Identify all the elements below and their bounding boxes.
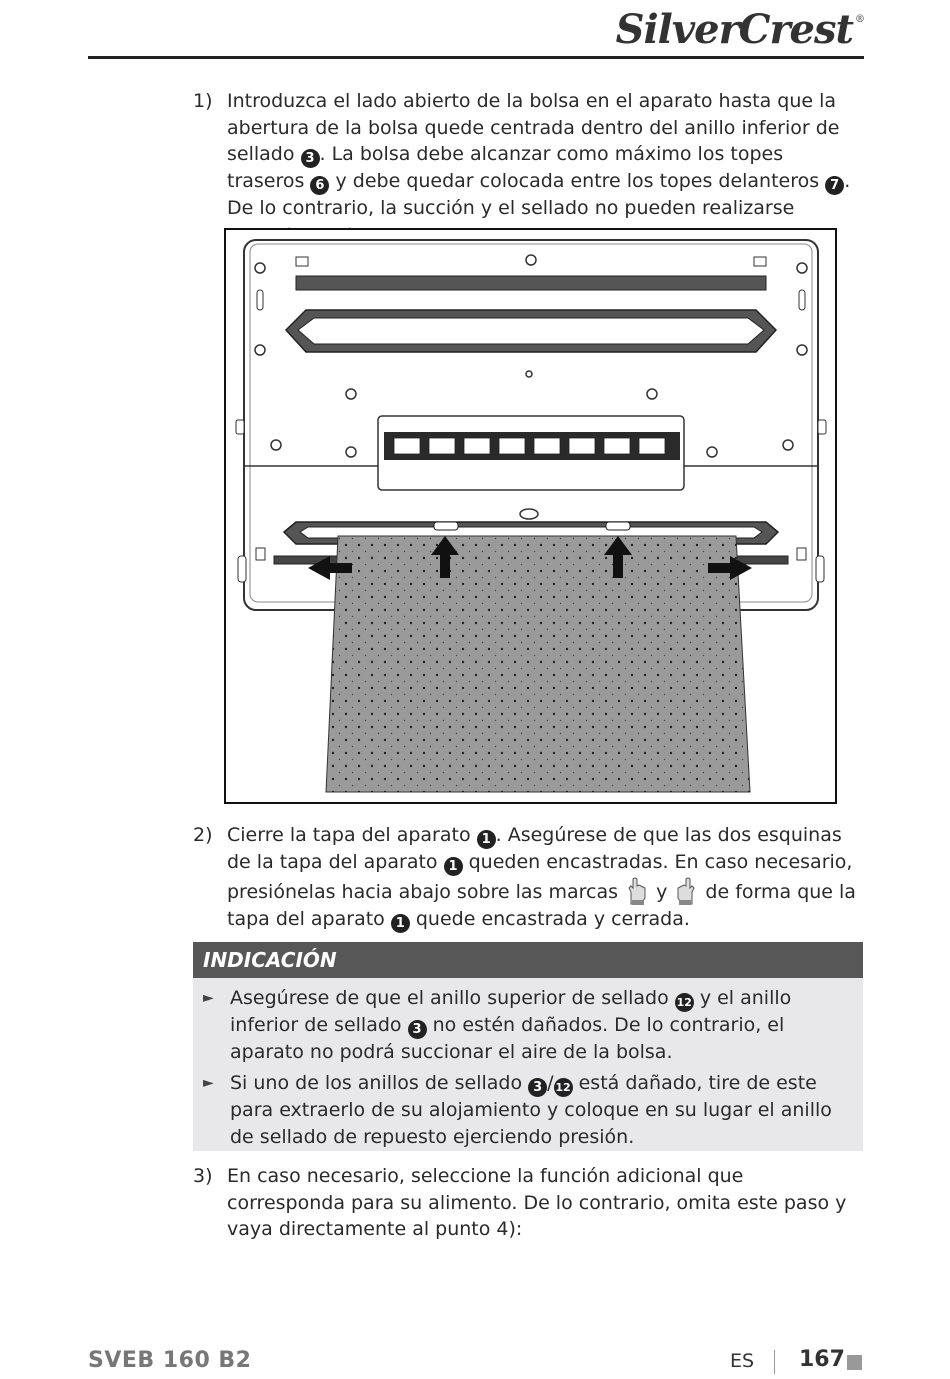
bullet-arrow-icon: ►: [203, 990, 214, 1006]
hand-press-right-icon: [673, 876, 699, 906]
footer-language: ES: [730, 1350, 755, 1372]
ref-badge: 1: [477, 830, 496, 849]
step-number: 3): [193, 1165, 213, 1187]
footer-model: SVEB 160 B2: [88, 1348, 252, 1373]
note-bullet: ► Asegúrese de que el anillo superior de sellado 12 y el anillo inferior de sellado 3 no estén dañados. De lo contrario, el aparato no podrá succionar el aire de la bolsa.: [203, 987, 792, 1063]
ref-badge: 6: [310, 176, 329, 195]
brand-logo: SilverCrest ®: [615, 6, 864, 53]
ref-badge: 3: [528, 1078, 547, 1097]
ref-badge: 7: [825, 176, 844, 195]
step-2: [193, 822, 865, 933]
device-illustration: [224, 228, 837, 804]
step-1: [193, 88, 865, 248]
step-number: 1): [193, 90, 213, 112]
ref-badge: 12: [675, 993, 694, 1012]
ref-badge: 1: [391, 914, 410, 933]
page-number: 167: [799, 1347, 845, 1372]
hand-press-left-icon: [624, 876, 650, 906]
note-heading: INDICACIÓN: [193, 942, 863, 978]
note-bullet: ► Si uno de los anillos de sellado 3 / 12 está dañado, tire de este para extraerlo de su alojamiento y coloque en su lugar el anillo de sellado de repuesto ejerciendo presión.: [203, 1072, 832, 1148]
vacuum-sealer-diagram: [226, 230, 835, 802]
ref-badge: 3: [301, 149, 320, 168]
note-body: [193, 978, 863, 1151]
step-text: Introduzca el lado abierto de la bolsa en el aparato hasta que la abertura de la bolsa quede centrada dentro del anillo inferior de sellado 3 . La bolsa debe alcanzar como máximo los topes traseros 6 y debe quedar colocada entre los topes delanteros 7 . De lo contrario, la succión y el sellado no pueden realizarse: [227, 90, 851, 219]
step-number: 2): [193, 824, 213, 846]
bullet-arrow-icon: ►: [203, 1075, 214, 1091]
ref-badge: 12: [554, 1078, 573, 1097]
ref-badge: 1: [444, 857, 463, 876]
header-rule: [88, 56, 864, 59]
footer-square-icon: [847, 1355, 862, 1370]
step-text: En caso necesario, seleccione la función adicional que corresponda para su alimento. De lo contrario, omita este paso y vaya directamente al punto 4):: [227, 1165, 847, 1240]
ref-badge: 3: [408, 1020, 427, 1039]
step-text: Cierre la tapa del aparato 1 . Asegúrese de que las dos esquinas de la tapa del aparato 1 queden encastradas. En caso necesario, presiónelas hacia abajo sobre las marcas y de forma que la tapa del aparato 1 quede encastrada y cerrada.: [227, 824, 856, 931]
footer-separator: [774, 1350, 775, 1374]
step-3: [193, 1163, 865, 1243]
